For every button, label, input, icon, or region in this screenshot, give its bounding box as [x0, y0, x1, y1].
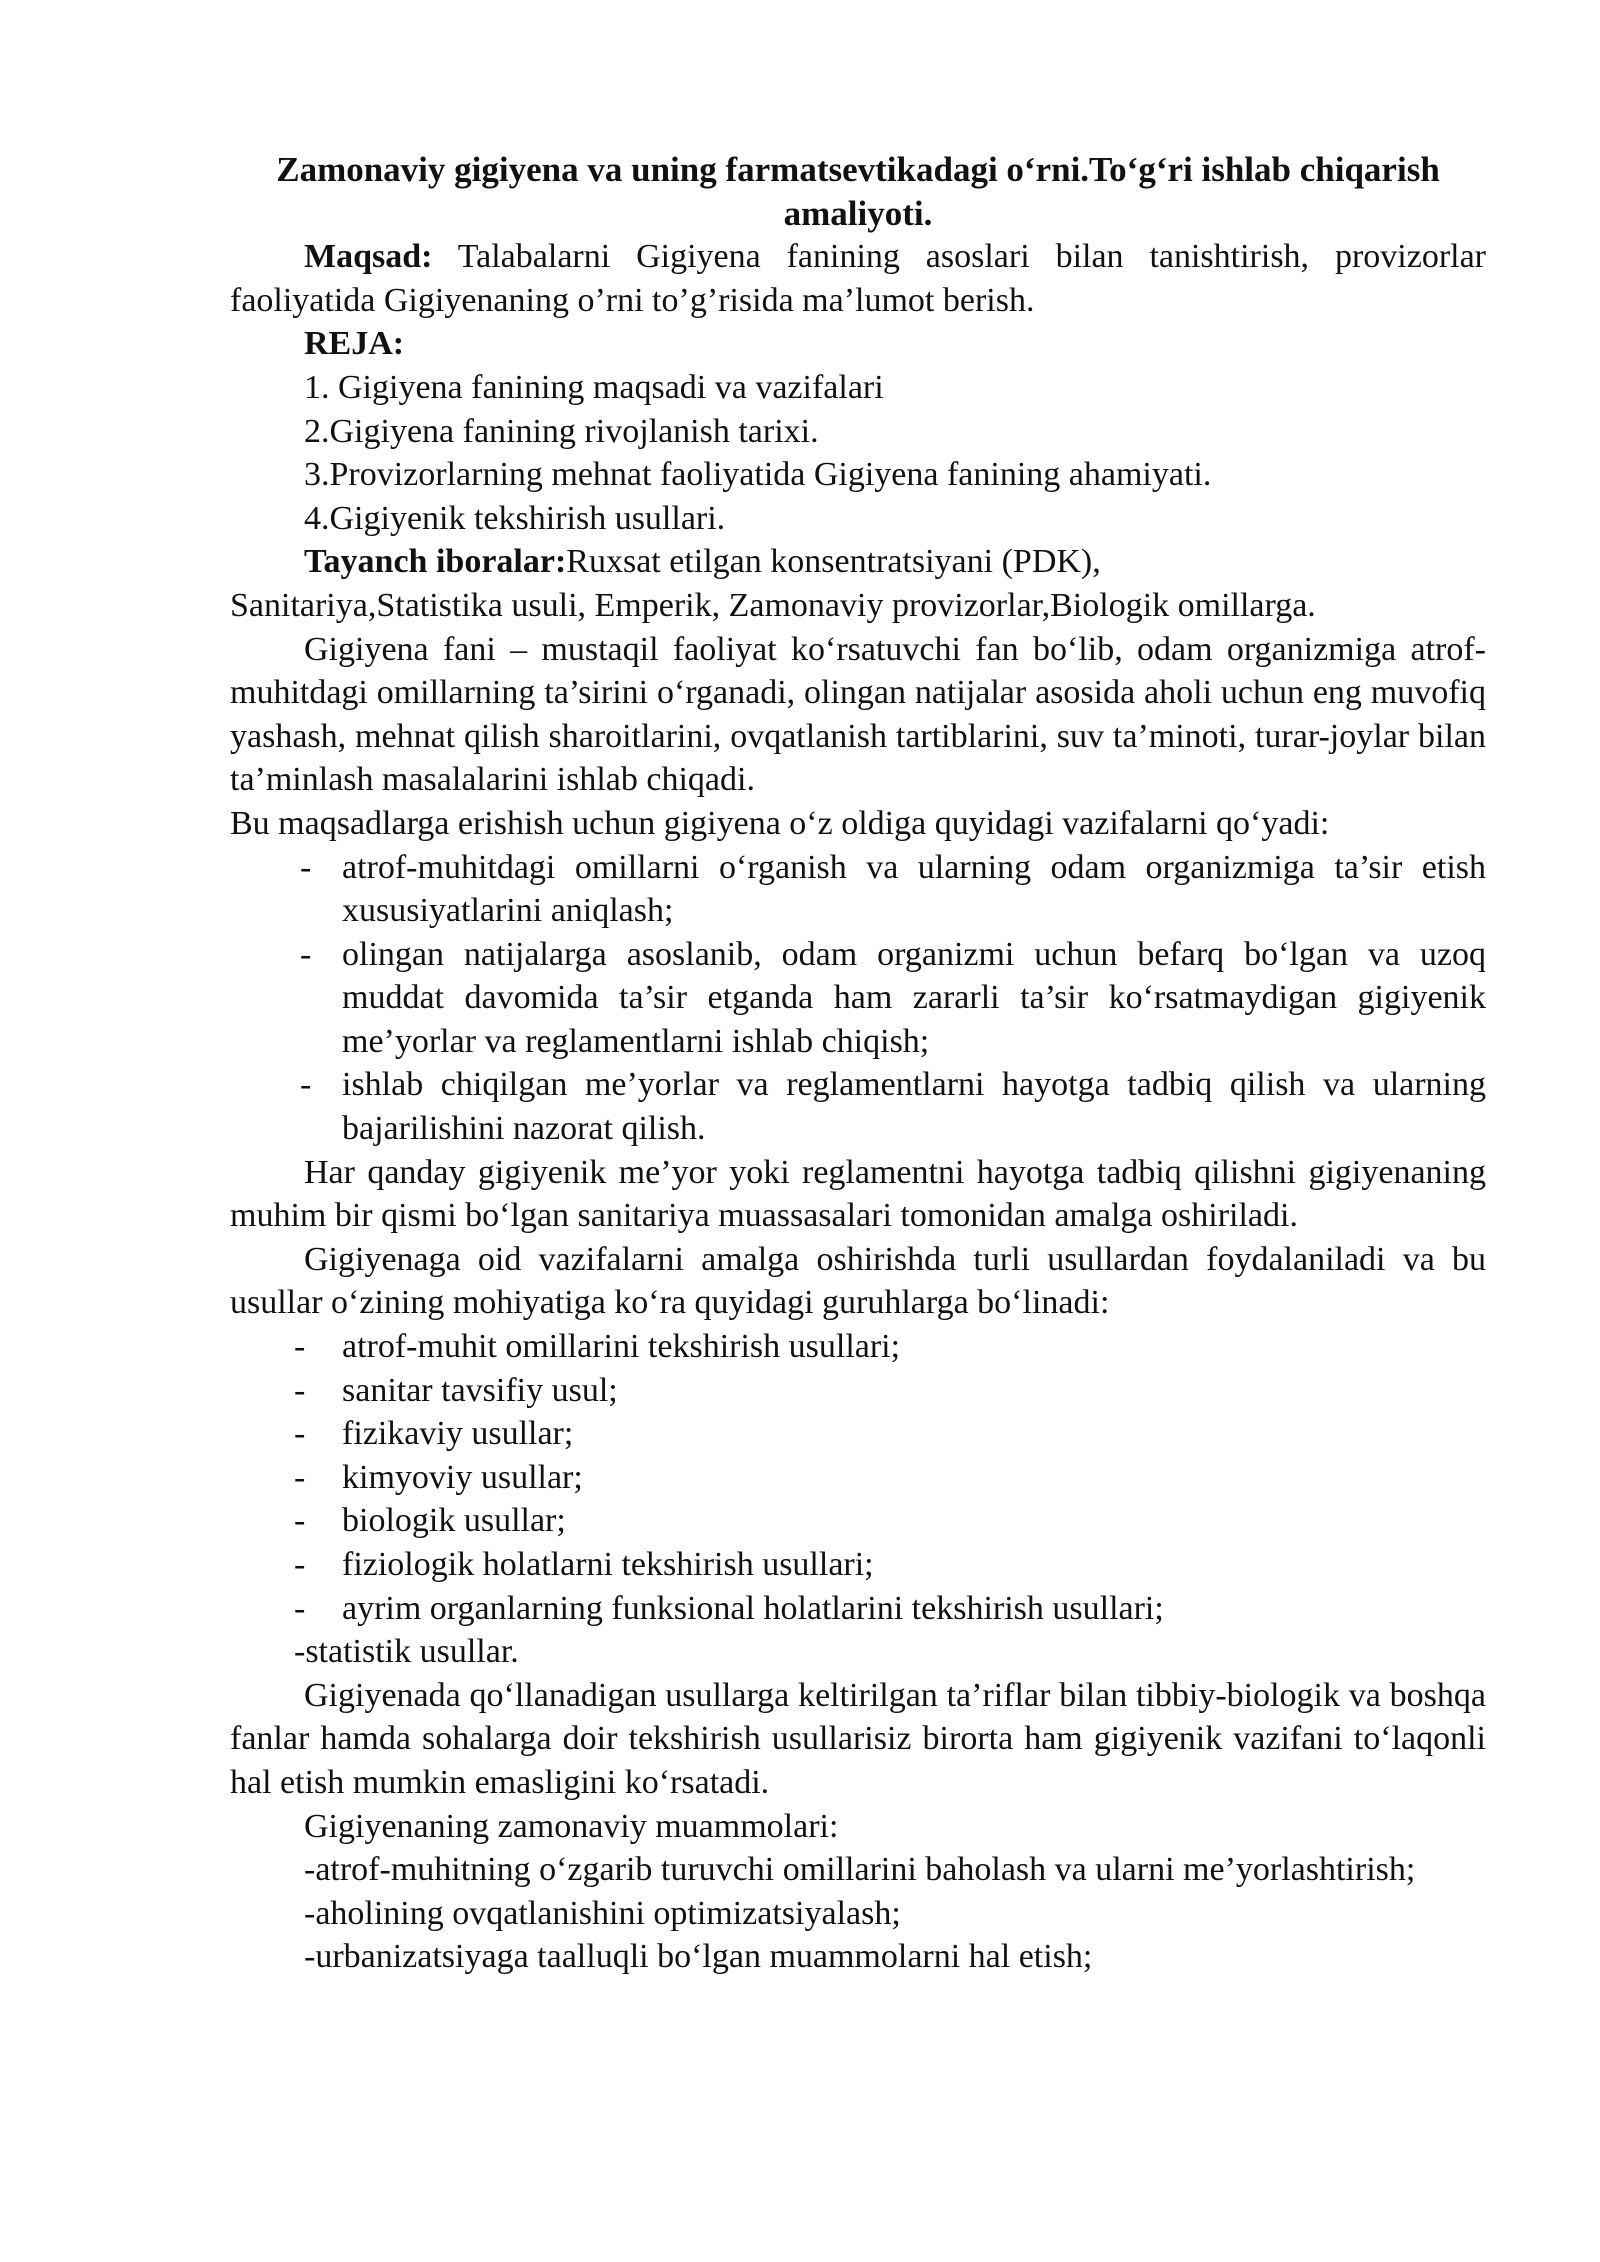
document-body: [230, 148, 1486, 1979]
list-item-text: biologik usullar;: [342, 1502, 566, 1540]
problems-heading: Gigiyenaning zamonaviy muammolari:: [304, 1807, 839, 1845]
list-item: [230, 1325, 1486, 1369]
keywords-text-1: Ruxsat etilgan konsentratsiyani (PDK),: [566, 543, 1101, 581]
list-item-text: atrof-muhitdagi omillarni o‘rganish va ularning odam organizmiga ta’sir etish xususiyatlarini aniqlash;: [342, 848, 1486, 930]
list-item-text: ishlab chiqilgan me’yorlar va reglamentlarni hayotga tadbiq qilish va ularning bajarilishini nazorat qilish.: [342, 1066, 1486, 1148]
goal-paragraph: [230, 235, 1486, 322]
list-item: [230, 1587, 1486, 1631]
list-item-text: fiziologik holatlarni tekshirish usullari;: [342, 1546, 874, 1583]
list-item: [230, 933, 1486, 1064]
keywords-label: Tayanch iboralar:: [304, 543, 567, 581]
conclusion-paragraph: Gigiyenada qo‘llanadigan usullarga keltirilgan ta’riflar bilan tibbiy-biologik va boshqa fanlar hamda sohalarga doir tekshirish usullarisiz birorta ham gigiyenik vazifani to‘laqonli hal etish mumkin emasligini ko‘rsatadi.: [230, 1676, 1486, 1801]
list-item: [230, 1543, 1486, 1587]
list-item-text: atrof-muhit omillarini tekshirish usullari;: [342, 1328, 901, 1366]
plan-item: 1. Gigiyena fanining maqsadi va vazifalari: [304, 368, 884, 406]
intro-paragraph: Gigiyena fani – mustaqil faoliyat ko‘rsatuvchi fan bo‘lib, odam organizmiga atrof-muhitdagi omillarning ta’sirini o‘rganadi, olingan natijalar asosida aholi uchun eng muvofiq yashash, mehnat qilish sharoitlarini, ovqatlanish tartiblarini, suv ta’minoti, turar-joylar bilan ta’minlash masalalarini ishlab chiqadi.: [230, 630, 1486, 799]
problem-item: -aholining ovqatlanishini optimizatsiyalash;: [304, 1894, 901, 1932]
plan-item: 3.Provizorlarning mehnat faoliyatida Gigiyena fanining ahamiyati.: [304, 456, 1212, 494]
list-item-last: -statistik usullar.: [294, 1633, 519, 1671]
dash-marker: -: [294, 1458, 306, 1496]
methods-intro: Gigiyenaga oid vazifalarni amalga oshirishda turli usullardan foydalaniladi va bu usullar o‘zining mohiyatiga ko‘ra quyidagi guruhlarga bo‘linadi:: [230, 1240, 1486, 1322]
problem-item: -urbanizatsiyaga taalluqli bo‘lgan muammolarni hal etish;: [304, 1938, 1093, 1976]
keywords-line-2: Sanitariya,Statistika usuli, Emperik, Zamonaviy provizorlar,Biologik omillarga.: [230, 586, 1316, 624]
plan-item: 4.Gigiyenik tekshirish usullari.: [304, 499, 726, 537]
goal-label: Maqsad:: [304, 238, 433, 276]
goal-text: Talabalarni Gigiyena fanining asoslari bilan tanishtirish, provizorlar faoliyatida Gigiyenaning o’rni to’g’risida ma’lumot berish.: [230, 238, 1486, 319]
list-item: [230, 1456, 1486, 1500]
dash-marker: -: [294, 1589, 306, 1627]
plan-heading: REJA:: [304, 325, 405, 363]
list-item-text: fizikaviy usullar;: [342, 1415, 574, 1453]
list-item: [230, 1499, 1486, 1543]
dash-marker: -: [294, 1546, 306, 1583]
plan-item: 2.Gigiyena fanining rivojlanish tarixi.: [304, 412, 819, 450]
keywords-line: [230, 540, 1486, 584]
dash-marker: -: [294, 1328, 306, 1366]
list-item-text: sanitar tavsifiy usul;: [342, 1371, 618, 1409]
list-item: [230, 1063, 1486, 1150]
dash-marker: -: [300, 935, 312, 973]
list-item-text: olingan natijalarga asoslanib, odam organizmi uchun befarq bo‘lgan va uzoq muddat davomida ta’sir etganda ham zararli ta’sir ko‘rsatmaydigan gigiyenik me’yorlar va reglamentlarni ishlab chiqish;: [342, 935, 1486, 1060]
list-item: [230, 1412, 1486, 1456]
list-item: [230, 846, 1486, 933]
dash-marker: -: [294, 1415, 306, 1453]
dash-marker: -: [294, 1502, 306, 1540]
sanitary-paragraph: Har qanday gigiyenik me’yor yoki reglamentni hayotga tadbiq qilishni gigiyenaning muhim bir qismi bo‘lgan sanitariya muassasalari tomonidan amalga oshiriladi.: [230, 1153, 1486, 1235]
document-title: Zamonaviy gigiyena va uning farmatsevtikadagi o‘rni.To‘g‘ri ishlab chiqarish amaliyoti.: [276, 150, 1440, 233]
dash-marker: -: [300, 1066, 312, 1104]
list-item: [230, 1369, 1486, 1413]
list-item-text: kimyoviy usullar;: [342, 1458, 583, 1496]
problem-item: -atrof-muhitning o‘zgarib turuvchi omillarini baholash va ularni me’yorlashtirish;: [304, 1851, 1416, 1889]
list-item-text: ayrim organlarning funksional holatlarini tekshirish usullari;: [342, 1589, 1164, 1627]
tasks-intro: Bu maqsadlarga erishish uchun gigiyena o‘z oldiga quyidagi vazifalarni qo‘yadi:: [230, 804, 1330, 842]
dash-marker: -: [300, 848, 312, 886]
dash-marker: -: [294, 1371, 306, 1409]
